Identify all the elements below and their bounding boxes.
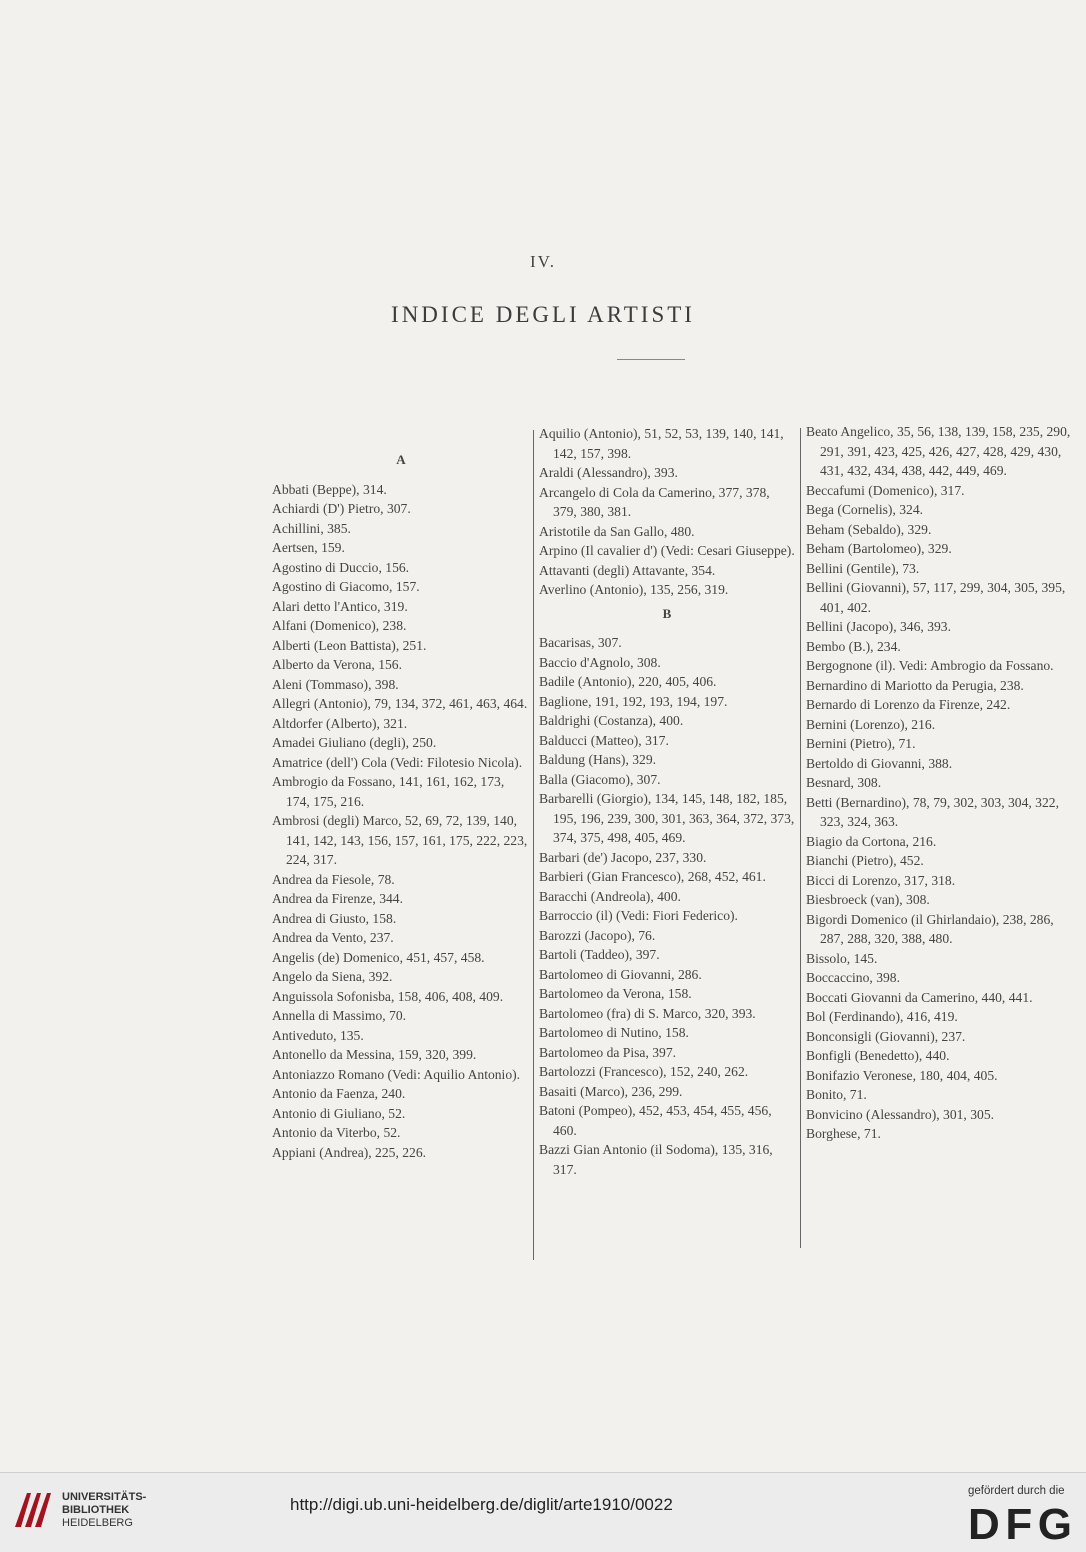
letter-heading: B bbox=[662, 605, 672, 621]
index-column-2 bbox=[539, 424, 795, 1179]
university-seal-icon bbox=[11, 1487, 55, 1533]
index-entry: Bonconsigli (Giovanni), 237. bbox=[806, 1028, 966, 1044]
index-entry: Bicci di Lorenzo, 317, 318. bbox=[806, 872, 956, 888]
index-entry: Balla (Giacomo), 307. bbox=[539, 771, 661, 787]
index-entry: Baldung (Hans), 329. bbox=[539, 752, 657, 767]
index-entry: Bernardino di Mariotto da Perugia, 238. bbox=[806, 677, 1024, 693]
index-entry: Bianchi (Pietro), 452. bbox=[806, 853, 924, 868]
index-entry: Barbieri (Gian Francesco), 268, 452, 461. bbox=[539, 869, 766, 884]
index-entry: Bellini (Giovanni), 57, 117, 299, 304, 305, 395, 401, 402. bbox=[806, 580, 1066, 615]
index-entry: Baccio d'Agnolo, 308. bbox=[539, 654, 661, 670]
index-entry: Arpino (Il cavalier d') (Vedi: Cesari Giuseppe). bbox=[539, 543, 795, 558]
dfg-logo-text: DFG bbox=[968, 1501, 1072, 1545]
index-entry: Ambrogio da Fossano, 141, 161, 162, 173, 174, 175, 216. bbox=[272, 774, 505, 809]
index-entry: Antonio da Faenza, 240. bbox=[272, 1086, 406, 1101]
index-entry: Aleni (Tommaso), 398. bbox=[272, 676, 399, 692]
index-entry: Borghese, 71. bbox=[806, 1126, 881, 1141]
index-entry: Bartolozzi (Francesco), 152, 240, 262. bbox=[539, 1064, 749, 1079]
index-entry: Bega (Cornelis), 324. bbox=[806, 502, 924, 517]
index-entry: Barozzi (Jacopo), 76. bbox=[539, 927, 656, 943]
index-entry: Aristotile da San Gallo, 480. bbox=[539, 523, 695, 539]
dfg-logo[interactable] bbox=[968, 1501, 1074, 1545]
index-entry: Bellini (Gentile), 73. bbox=[806, 560, 920, 576]
index-entry: Amadei Giuliano (degli), 250. bbox=[272, 735, 437, 750]
source-url-link[interactable]: http://digi.ub.uni-heidelberg.de/diglit/arte1910/0022 bbox=[290, 1495, 673, 1514]
index-entry: Biagio da Cortona, 216. bbox=[806, 833, 937, 849]
index-entry: Boccati Giovanni da Camerino, 440, 441. bbox=[806, 989, 1033, 1005]
column-divider-1 bbox=[533, 430, 534, 1260]
index-entry: Antonio da Viterbo, 52. bbox=[272, 1125, 401, 1140]
index-entry: Besnard, 308. bbox=[806, 775, 882, 790]
index-entry: Ambrosi (degli) Marco, 52, 69, 72, 139, 140, 141, 142, 143, 156, 157, 161, 175, 222, 223, 224, 317. bbox=[272, 813, 528, 867]
index-entry: Bonfigli (Benedetto), 440. bbox=[806, 1048, 950, 1063]
library-name-line2: BIBLIOTHEK bbox=[62, 1504, 130, 1516]
index-entry: Attavanti (degli) Attavante, 354. bbox=[539, 562, 716, 578]
index-entry: Angelis (de) Domenico, 451, 457, 458. bbox=[272, 949, 485, 965]
index-entry: Alfani (Domenico), 238. bbox=[272, 618, 407, 633]
index-entry: Bonvicino (Alessandro), 301, 305. bbox=[806, 1106, 995, 1122]
index-entry: Biesbroeck (van), 308. bbox=[806, 892, 930, 907]
index-entry: Andrea da Vento, 237. bbox=[272, 930, 394, 945]
index-entry: Barbari (de') Jacopo, 237, 330. bbox=[539, 849, 707, 865]
index-entry: Bernardo di Lorenzo da Firenze, 242. bbox=[806, 697, 1011, 712]
index-entry: Aquilio (Antonio), 51, 52, 53, 139, 140, 141, 142, 157, 398. bbox=[539, 426, 784, 461]
index-entry: Alberto da Verona, 156. bbox=[272, 657, 402, 672]
index-entry: Annella di Massimo, 70. bbox=[272, 1008, 407, 1023]
index-entry: Bernini (Lorenzo), 216. bbox=[806, 716, 936, 732]
index-entry: Amatrice (dell') Cola (Vedi: Filotesio Nicola). bbox=[272, 754, 523, 770]
index-entry: Appiani (Andrea), 225, 226. bbox=[272, 1144, 427, 1160]
index-entry: Agostino di Duccio, 156. bbox=[272, 559, 410, 575]
column-divider-2 bbox=[800, 428, 801, 1248]
footer-bar bbox=[0, 1472, 1086, 1552]
index-entry: Bartolomeo di Nutino, 158. bbox=[539, 1025, 689, 1040]
index-entry: Antonello da Messina, 159, 320, 399. bbox=[272, 1047, 477, 1062]
index-column-1 bbox=[272, 446, 530, 1162]
index-entry: Beham (Sebaldo), 329. bbox=[806, 521, 932, 537]
index-entry: Andrea di Giusto, 158. bbox=[272, 910, 397, 926]
index-entry: Arcangelo di Cola da Camerino, 377, 378, 379, 380, 381. bbox=[539, 484, 770, 519]
index-entry: Agostino di Giacomo, 157. bbox=[272, 579, 420, 594]
index-entry: Andrea da Fiesole, 78. bbox=[272, 871, 395, 887]
index-entry: Antiveduto, 135. bbox=[272, 1027, 364, 1043]
index-entry: Achiardi (D') Pietro, 307. bbox=[272, 501, 411, 516]
index-entry: Alari detto l'Antico, 319. bbox=[272, 598, 408, 614]
university-library-logo[interactable] bbox=[62, 1491, 146, 1530]
title-rule bbox=[617, 359, 685, 360]
index-entry: Bigordi Domenico (il Ghirlandaio), 238, 286, 287, 288, 320, 388, 480. bbox=[806, 911, 1054, 946]
index-entry: Angelo da Siena, 392. bbox=[272, 969, 393, 984]
index-entry: Bissolo, 145. bbox=[806, 950, 878, 966]
index-entry: Bellini (Jacopo), 346, 393. bbox=[806, 619, 951, 634]
index-entry: Averlino (Antonio), 135, 256, 319. bbox=[539, 582, 729, 597]
index-entry: Bertoldo di Giovanni, 388. bbox=[806, 755, 953, 771]
index-entry: Bacarisas, 307. bbox=[539, 635, 622, 650]
index-entry: Betti (Bernardino), 78, 79, 302, 303, 304, 322, 323, 324, 363. bbox=[806, 794, 1059, 829]
index-entry: Balducci (Matteo), 317. bbox=[539, 732, 669, 748]
index-entry: Barroccio (il) (Vedi: Fiori Federico). bbox=[539, 908, 738, 923]
index-entry: Achillini, 385. bbox=[272, 520, 351, 536]
funder-label: gefördert durch die bbox=[968, 1485, 1065, 1497]
index-entry: Baldrighi (Costanza), 400. bbox=[539, 713, 684, 728]
letter-heading: A bbox=[396, 452, 406, 467]
index-entry: Allegri (Antonio), 79, 134, 372, 461, 463, 464. bbox=[272, 696, 528, 711]
index-entry: Bergognone (il). Vedi: Ambrogio da Fossano. bbox=[806, 658, 1054, 673]
index-entry: Boccaccino, 398. bbox=[806, 970, 900, 985]
index-entry: Bonito, 71. bbox=[806, 1087, 867, 1102]
index-entry: Basaiti (Marco), 236, 299. bbox=[539, 1083, 683, 1099]
index-entry: Andrea da Firenze, 344. bbox=[272, 891, 403, 906]
index-entry: Antonio di Giuliano, 52. bbox=[272, 1105, 406, 1121]
index-entry: Beato Angelico, 35, 56, 138, 139, 158, 235, 290, 291, 391, 423, 425, 426, 427, 428, 429, 430, 431, 432, 434, 438, 442, 449, 469. bbox=[806, 424, 1071, 478]
index-entry: Bol (Ferdinando), 416, 419. bbox=[806, 1009, 958, 1024]
index-entry: Antoniazzo Romano (Vedi: Aquilio Antonio). bbox=[272, 1066, 521, 1082]
index-entry: Aertsen, 159. bbox=[272, 540, 345, 555]
index-entry: Anguissola Sofonisba, 158, 406, 408, 409. bbox=[272, 988, 504, 1004]
index-entry: Altdorfer (Alberto), 321. bbox=[272, 715, 408, 731]
index-entry: Beham (Bartolomeo), 329. bbox=[806, 541, 952, 556]
index-entry: Bartoli (Taddeo), 397. bbox=[539, 947, 660, 962]
index-entry: Badile (Antonio), 220, 405, 406. bbox=[539, 674, 717, 689]
library-name-line1: UNIVERSITÄTS- bbox=[62, 1491, 147, 1503]
index-entry: Araldi (Alessandro), 393. bbox=[539, 465, 678, 480]
index-entry: Batoni (Pompeo), 452, 453, 454, 455, 456, 460. bbox=[539, 1103, 772, 1138]
index-entry: Baracchi (Andreola), 400. bbox=[539, 888, 681, 904]
index-entry: Bartolomeo (fra) di S. Marco, 320, 393. bbox=[539, 1005, 756, 1021]
index-entry: Bartolomeo di Giovanni, 286. bbox=[539, 966, 702, 982]
index-entry: Alberti (Leon Battista), 251. bbox=[272, 637, 427, 653]
page-title: INDICE DEGLI ARTISTI bbox=[391, 302, 695, 327]
index-entry: Bembo (B.), 234. bbox=[806, 638, 901, 654]
index-entry: Bonifazio Veronese, 180, 404, 405. bbox=[806, 1067, 998, 1083]
chapter-number: IV. bbox=[530, 252, 556, 271]
index-column-3 bbox=[806, 422, 1074, 1144]
index-entry: Bartolomeo da Verona, 158. bbox=[539, 986, 692, 1001]
library-name-line3: HEIDELBERG bbox=[62, 1517, 133, 1529]
index-entry: Abbati (Beppe), 314. bbox=[272, 481, 387, 497]
index-entry: Bartolomeo da Pisa, 397. bbox=[539, 1044, 677, 1060]
index-entry: Bazzi Gian Antonio (il Sodoma), 135, 316, 317. bbox=[539, 1142, 773, 1177]
index-entry: Bernini (Pietro), 71. bbox=[806, 736, 916, 751]
index-entry: Baglione, 191, 192, 193, 194, 197. bbox=[539, 693, 728, 709]
index-entry: Barbarelli (Giorgio), 134, 145, 148, 182, 185, 195, 196, 239, 300, 301, 363, 364, 372, 373, 374, 375, 498, 405, 469. bbox=[539, 791, 795, 845]
index-entry: Beccafumi (Domenico), 317. bbox=[806, 482, 965, 498]
